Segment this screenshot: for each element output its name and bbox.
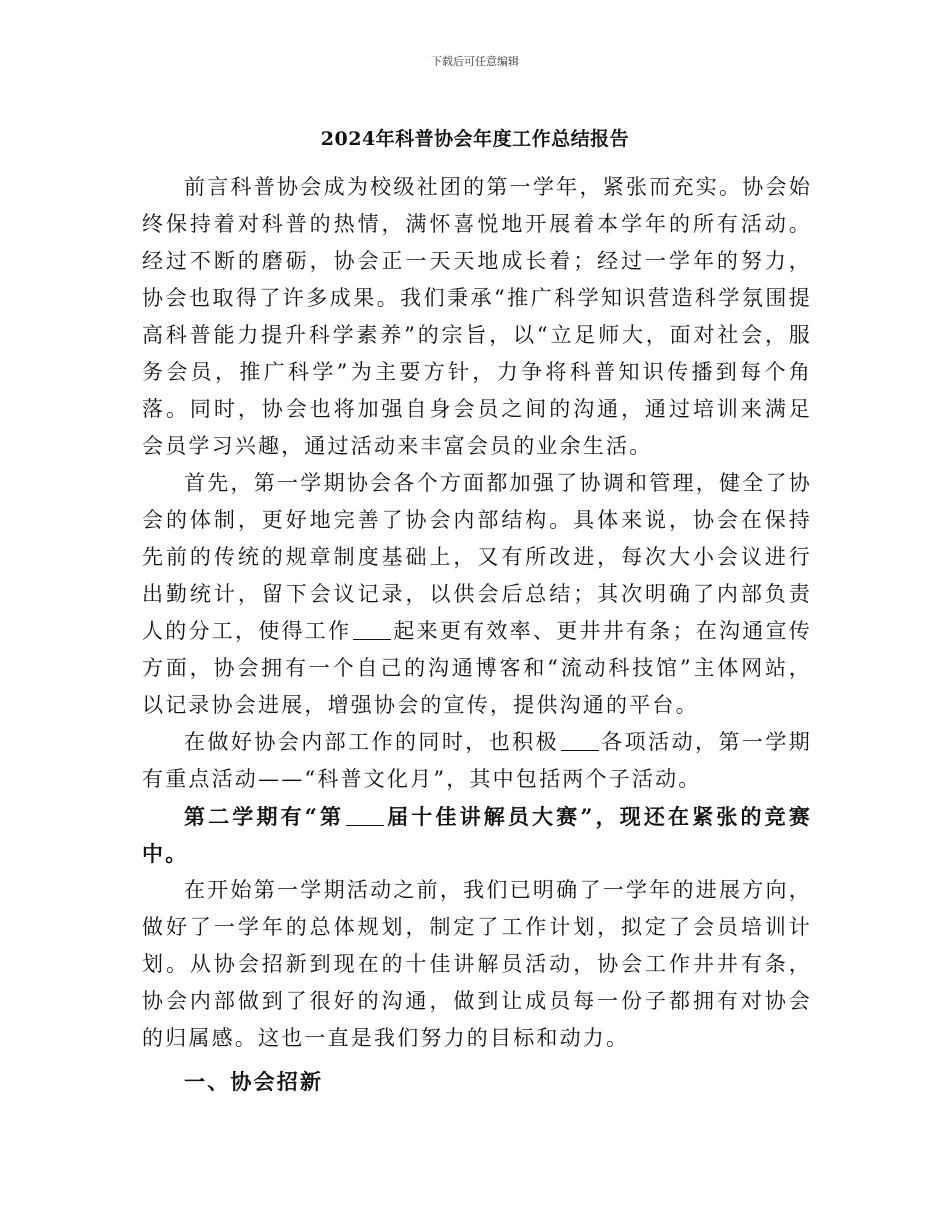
header-note: 下载后可任意编辑 [431, 55, 519, 68]
paragraph-intro: 前言科普协会成为校级社团的第一学年，紧张而充实。协会始终保持着对科普的热情，满怀喜悦地开展着本学年的所有活动。经过不断的磨砺，协会正一天天地成长着；经过一学年的努力，协会也取得了许多成果。我们秉承“推广科学知识营造科学氛围提高科普能力提升科学素养”的宗旨，以“立足师大，面对社会，服务会员，推广科学”为主要方针，力争将科普知识传播到每个角落。同时，协会也将加强自身会员之间的沟通，通过培训来满足会员学习兴趣，通过活动来丰富会员的业余生活。 [142, 175, 812, 458]
paragraph-activities [142, 724, 812, 798]
paragraph-management-part2: 起来更有效率、更井井有条；在沟通宣传方面，协会拥有一个自己的沟通博客和“流动科技馆”主体网站，以记录协会进展，增强协会的宣传，提供沟通的平台。 [142, 619, 812, 717]
paragraph-second-semester [142, 798, 812, 872]
document-title: 2024年科普协会年度工作总结报告 [320, 128, 630, 150]
paragraph-activities-part2: 各项活动，第一学期有重点活动——“科普文化月”，其中包括两个子活动。 [142, 730, 812, 791]
document-body [142, 169, 812, 1100]
fill-blank [353, 621, 391, 640]
fill-blank [561, 732, 599, 751]
fill-blank [346, 807, 384, 826]
paragraph-second-semester-part2: 届十佳讲解员大赛”，现还在紧张的竞赛中。 [142, 804, 812, 866]
paragraph-activities-part1: 在做好协会内部工作的同时，也积极 [184, 730, 560, 754]
paragraph-planning: 在开始第一学期活动之前，我们已明确了一学年的进展方向，做好了一学年的总体规划，制定了工作计划，拟定了会员培训计划。从协会招新到现在的十佳讲解员活动，协会工作井井有条，协会内部做到了很好的沟通，做到让成员每一份子都拥有对协会的归属感。这也一直是我们努力的目标和动力。 [142, 878, 812, 1050]
paragraph-second-semester-part1: 第二学期有“第 [184, 804, 345, 829]
paragraph-management-part1: 首先，第一学期协会各个方面都加强了协调和管理，健全了协会的体制，更好地完善了协会内部结构。具体来说，协会在保持先前的传统的规章制度基础上，又有所改进，每次大小会议进行出勤统计，留下会议记录，以供会后总结；其次明确了内部负责人的分工，使得工作 [142, 471, 812, 643]
paragraph-management [142, 465, 812, 724]
section-heading: 一、协会招新 [184, 1069, 324, 1094]
